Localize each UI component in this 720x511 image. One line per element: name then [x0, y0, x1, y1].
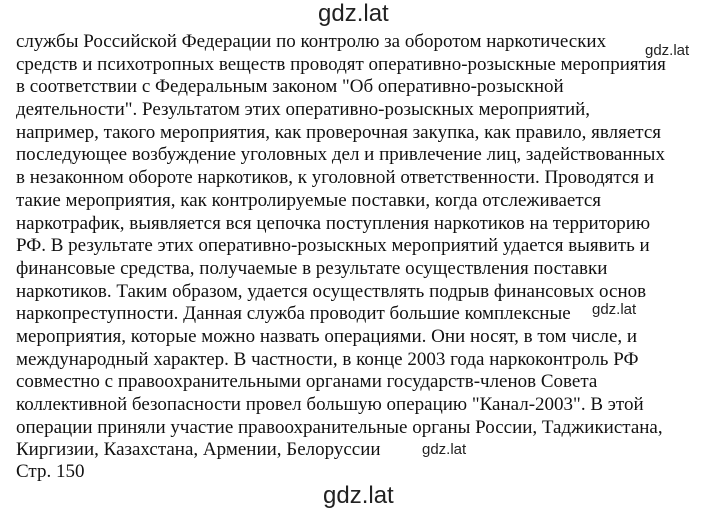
text-line: такие мероприятия, как контролируемые поставки, когда отслеживается [16, 189, 602, 211]
text-line: в незаконном обороте наркотиков, к уголовной ответственности. Проводятся и [16, 167, 654, 189]
text-line: например, такого мероприятия, как проверочная закупка, как правило, является [16, 121, 662, 143]
watermark-top: gdz.lat [318, 0, 389, 27]
text-line: последующее возбуждение уголовных дел и привлечение лиц, задействованных [16, 144, 665, 166]
text-line: мероприятия, которые можно назвать операциями. Они носят, в том числе, и [16, 325, 638, 347]
text-line: в соответствии с Федеральным законом "Об оперативно-розыскной [16, 76, 564, 98]
watermark-bottom: gdz.lat [323, 482, 394, 509]
text-line: финансовые средства, получаемые в результате осуществления поставки [16, 257, 608, 279]
watermark-inline: gdz.lat [422, 441, 467, 458]
text-line: Киргизии, Казахстана, Армении, Белоруссии [16, 439, 381, 461]
text-line: деятельности". Результатом этих оперативно-розыскных мероприятий, [16, 99, 591, 121]
text-line: совместно с правоохранительными органами государств-членов Совета [16, 371, 598, 393]
watermark-inline: gdz.lat [645, 42, 690, 59]
text-line: наркопреступности. Данная служба проводит большие комплексные [16, 303, 571, 325]
watermark-inline: gdz.lat [592, 301, 637, 318]
text-line: наркотрафик, выявляется вся цепочка поступления наркотиков на территорию [16, 212, 651, 234]
text-line: операции приняли участие правоохранительные органы России, Таджикистана, [16, 416, 663, 438]
cropped-next-line [16, 461, 96, 482]
text-line: наркотиков. Таким образом, удается осуществлять подрыв финансовых основ [16, 280, 647, 302]
text-line: коллективной безопасности провел большую операцию "Канал-2003". В этой [16, 394, 644, 415]
text-line: службы Российской Федерации по контролю за оборотом наркотических [16, 31, 607, 52]
document-body [16, 31, 716, 462]
cropped-line-text: Стр. 150 [16, 461, 85, 482]
text-line: средств и психотропных веществ проводят оперативно-розыскные мероприятия [16, 53, 666, 75]
text-line: РФ. В результате этих оперативно-розыскных мероприятий удается выявить и [16, 235, 650, 257]
text-line: международный характер. В частности, в конце 2003 года наркоконтроль РФ [16, 348, 639, 370]
